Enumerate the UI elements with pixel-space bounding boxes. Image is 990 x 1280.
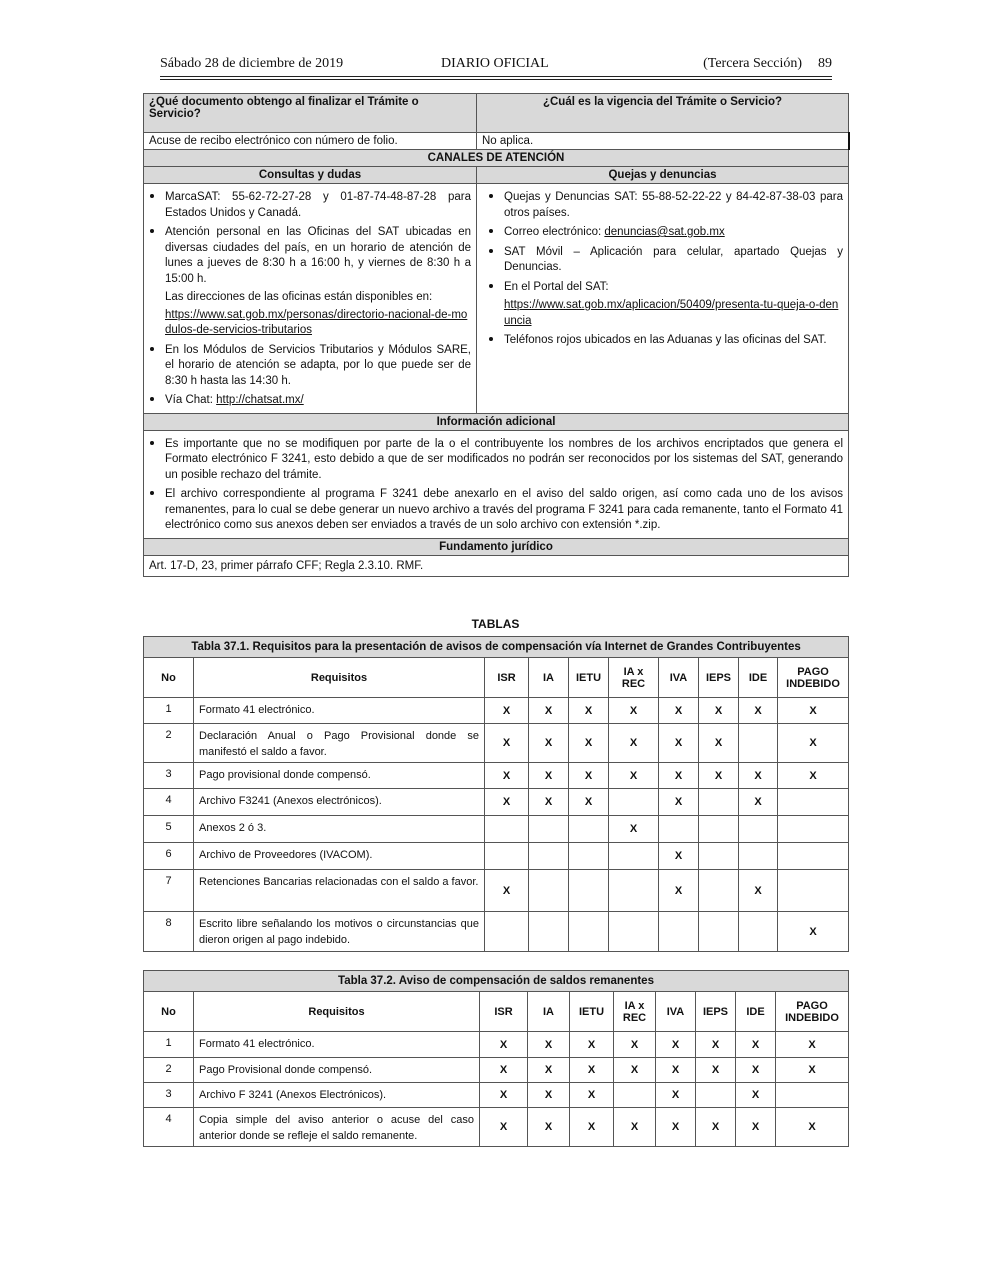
consultas-cell [144, 184, 477, 414]
mark-iarec: X [609, 763, 659, 789]
col-ieps: IEPS [696, 992, 736, 1032]
mark-ia [529, 843, 569, 870]
mark-isr: X [485, 870, 529, 912]
col-isr: ISR [485, 658, 529, 698]
answers-row [144, 133, 849, 150]
col-ietu: IETU [569, 658, 609, 698]
mark-ide: X [736, 1058, 776, 1083]
table-header-row [144, 992, 849, 1032]
mark-ieps: X [696, 1058, 736, 1083]
mark-ide [739, 724, 778, 763]
col-iva: IVA [659, 658, 699, 698]
mark-ietu: X [569, 789, 609, 816]
mark-iva: X [656, 1058, 696, 1083]
table-row [144, 912, 849, 952]
portal-label: • En el Portal del SAT: [504, 280, 609, 293]
mark-ide: X [739, 698, 778, 724]
quejas-cell [477, 184, 849, 414]
list-item: • Teléfonos rojos ubicados en las Aduanas y las oficinas del SAT. [504, 331, 843, 349]
requirement-text: Anexos 2 ó 3. [194, 816, 485, 843]
row-number: 5 [144, 816, 194, 843]
mark-pago [778, 843, 849, 870]
mark-ietu: X [570, 1083, 614, 1108]
mark-isr: X [480, 1083, 528, 1108]
chat-label: Vía Chat: [165, 394, 217, 406]
mark-pago: X [778, 912, 849, 952]
consultas-offices-note: Las direcciones de las oficinas están disponibles en: [165, 291, 433, 303]
mark-iarec [614, 1083, 656, 1108]
question-validity: ¿Cuál es la vigencia del Trámite o Servicio? [477, 94, 849, 133]
mark-ietu [569, 912, 609, 952]
table-header-row [144, 658, 849, 698]
mark-pago: X [776, 1108, 849, 1147]
mark-iarec [609, 870, 659, 912]
mark-ietu: X [570, 1108, 614, 1147]
mark-ide [739, 843, 778, 870]
mark-ietu: X [570, 1058, 614, 1083]
mark-isr: X [480, 1058, 528, 1083]
row-number: 3 [144, 1083, 194, 1108]
mark-ia: X [529, 698, 569, 724]
row-number: 7 [144, 870, 194, 912]
page-header [160, 56, 832, 76]
mark-ide [739, 816, 778, 843]
quejas-list [482, 188, 843, 349]
mark-ia [529, 870, 569, 912]
consultas-offices-text: • Atención personal en las Oficinas del SAT ubicadas en diversas ciudades del país, en un horario de atención de lunes a jueves de 8:30 h a 16:00 h, y viernes de 8:30 h a 15:00 h. [165, 226, 471, 285]
page-number: 89 [818, 56, 832, 71]
table-row [144, 843, 849, 870]
chat-link[interactable]: http://chatsat.mx/ [216, 394, 304, 406]
mark-ieps [699, 870, 739, 912]
table-row [144, 816, 849, 843]
mark-ieps: X [696, 1108, 736, 1147]
col-isr: ISR [480, 992, 528, 1032]
col-pago-indebido: PAGO INDEBIDO [776, 992, 849, 1032]
mark-pago: X [778, 763, 849, 789]
list-item [165, 223, 471, 339]
mark-iva: X [659, 698, 699, 724]
col-requisitos: Requisitos [194, 658, 485, 698]
mark-pago [776, 1083, 849, 1108]
answer-document: Acuse de recibo electrónico con número de folio. [144, 133, 477, 150]
row-number: 6 [144, 843, 194, 870]
mark-ide: X [736, 1108, 776, 1147]
procedure-info-table [143, 93, 850, 577]
col-no: No [144, 658, 194, 698]
mark-ide: X [736, 1083, 776, 1108]
mark-pago: X [778, 724, 849, 763]
requirements-table-37-1 [143, 636, 849, 952]
mark-iva: X [659, 763, 699, 789]
mark-iva [659, 816, 699, 843]
col-ide: IDE [736, 992, 776, 1032]
mark-isr: X [485, 763, 529, 789]
mark-iarec [609, 843, 659, 870]
table-row [144, 789, 849, 816]
requirement-text: Escrito libre señalando los motivos o circunstancias que dieron origen al pago indebido. [194, 912, 485, 952]
table-row [144, 763, 849, 789]
mark-isr: X [485, 698, 529, 724]
col-ia-x-rec: IA x REC [614, 992, 656, 1032]
requirement-text: Pago Provisional donde compensó. [194, 1058, 480, 1083]
mark-pago: X [776, 1058, 849, 1083]
row-number: 4 [144, 1108, 194, 1147]
table-row [144, 1083, 849, 1108]
complaint-portal-link[interactable]: https://www.sat.gob.mx/aplicacion/50409/presenta-tu-queja-o-denuncia [504, 299, 839, 327]
mark-ietu [569, 816, 609, 843]
row-number: 4 [144, 789, 194, 816]
mark-ieps: X [699, 763, 739, 789]
mark-ia: X [528, 1032, 570, 1058]
list-item [504, 278, 843, 330]
table-row [144, 870, 849, 912]
table-row [144, 1058, 849, 1083]
question-document: ¿Qué documento obtengo al finalizar el Trámite o Servicio? [144, 94, 477, 133]
mark-ia: X [528, 1083, 570, 1108]
mark-ia: X [529, 763, 569, 789]
requirement-text: Archivo F3241 (Anexos electrónicos). [194, 789, 485, 816]
mark-ieps [699, 789, 739, 816]
row-number: 2 [144, 1058, 194, 1083]
consultas-list [149, 188, 471, 409]
col-ide: IDE [739, 658, 778, 698]
consultas-heading: Consultas y dudas [144, 167, 477, 184]
mark-isr [485, 843, 529, 870]
table-row [144, 1032, 849, 1058]
list-item [504, 223, 843, 241]
mark-isr [485, 912, 529, 952]
col-ietu: IETU [570, 992, 614, 1032]
mark-iarec: X [614, 1108, 656, 1147]
requirement-text: Archivo de Proveedores (IVACOM). [194, 843, 485, 870]
mark-iarec: X [614, 1058, 656, 1083]
mark-ieps: X [699, 724, 739, 763]
mark-ieps [699, 912, 739, 952]
mark-ia: X [529, 724, 569, 763]
list-item [165, 391, 471, 409]
table-37-2-title: Tabla 37.2. Aviso de compensación de saldos remanentes [144, 971, 849, 992]
header-date: Sábado 28 de diciembre de 2019 [160, 56, 344, 71]
list-item: • En los Módulos de Servicios Tributarios y Módulos SARE, el horario de atención se adapta, por lo que puede ser de 8:30 h hasta las 14:30 h. [165, 341, 471, 390]
col-ia-x-rec: IA x REC [609, 658, 659, 698]
mark-iarec: X [609, 816, 659, 843]
requirement-text: Retenciones Bancarias relacionadas con el saldo a favor. [194, 870, 485, 912]
mark-ide: X [739, 789, 778, 816]
mark-ia [529, 912, 569, 952]
row-number: 1 [144, 1032, 194, 1058]
mark-isr: X [485, 789, 529, 816]
mark-pago [778, 816, 849, 843]
mark-ia: X [528, 1058, 570, 1083]
col-ia: IA [529, 658, 569, 698]
list-item: • SAT Móvil – Aplicación para celular, apartado Quejas y Denuncias. [504, 243, 843, 276]
mark-ia [529, 816, 569, 843]
mark-ide: X [736, 1032, 776, 1058]
quejas-heading: Quejas y denuncias [477, 167, 849, 184]
mark-ide [739, 912, 778, 952]
col-pago-indebido: PAGO INDEBIDO [778, 658, 849, 698]
mark-ide: X [739, 763, 778, 789]
row-number: 3 [144, 763, 194, 789]
mark-iarec: X [609, 724, 659, 763]
mark-iva: X [659, 843, 699, 870]
table-row [144, 1108, 849, 1147]
requirement-text: Copia simple del aviso anterior o acuse del caso anterior donde se refleje el saldo remanente. [194, 1108, 480, 1147]
col-ieps: IEPS [699, 658, 739, 698]
mark-iarec [609, 912, 659, 952]
mark-pago: X [776, 1032, 849, 1058]
col-iva: IVA [656, 992, 696, 1032]
list-item: • Es importante que no se modifiquen por parte de la o el contribuyente los nombres de los archivos encriptados que genera el Formato electrónico F 3241, esto debido a que de ser modificados no podrán ser reconocidos por los sistemas del SAT, generando un posible rechazo del trámite. [165, 435, 843, 484]
requirement-text: Formato 41 electrónico. [194, 698, 485, 724]
offices-directory-link[interactable]: https://www.sat.gob.mx/personas/directorio-nacional-de-modulos-de-servicios-tributarios [165, 308, 468, 336]
mark-ieps: X [696, 1032, 736, 1058]
mark-iarec: X [609, 698, 659, 724]
row-number: 8 [144, 912, 194, 952]
mark-iva: X [659, 870, 699, 912]
mark-ietu [569, 870, 609, 912]
mark-ietu [569, 843, 609, 870]
row-number: 2 [144, 724, 194, 763]
tables-heading: TABLAS [471, 617, 520, 631]
mark-pago: X [778, 698, 849, 724]
mark-ietu: X [569, 763, 609, 789]
header-rule-double [160, 79, 832, 80]
email-link[interactable]: denuncias@sat.gob.mx [604, 226, 725, 238]
mark-iva: X [659, 789, 699, 816]
mark-ieps [699, 843, 739, 870]
mark-ieps [699, 816, 739, 843]
header-publication: DIARIO OFICIAL [441, 56, 549, 71]
mark-pago [778, 870, 849, 912]
list-item: • El archivo correspondiente al programa F 3241 debe anexarlo en el aviso del saldo origen, así como cada uno de los avisos remanentes, para lo cual se debe generar un nuevo archivo a través del programa F 3241 para cada remanente, tanto el Formato 41 electrónico como sus anexos deben ser enviados a través de un solo archivo con extensión *.zip. [165, 485, 843, 534]
info-list [149, 435, 843, 534]
mark-iva: X [656, 1032, 696, 1058]
requirement-text: Declaración Anual o Pago Provisional donde se manifestó el saldo a favor. [194, 724, 485, 763]
mark-iva [659, 912, 699, 952]
mark-iarec [609, 789, 659, 816]
row-number: 1 [144, 698, 194, 724]
mark-ieps: X [699, 698, 739, 724]
mark-iva: X [659, 724, 699, 763]
info-cell [144, 430, 849, 538]
mark-iarec: X [614, 1032, 656, 1058]
channels-subheadings [144, 167, 849, 184]
col-ia: IA [528, 992, 570, 1032]
table-37-1-title: Tabla 37.1. Requisitos para la presentación de avisos de compensación vía Internet de Grandes Contribuyentes [144, 637, 849, 658]
requirements-table-37-2 [143, 970, 849, 1147]
channels-heading: CANALES DE ATENCIÓN [144, 150, 849, 167]
mark-ia: X [528, 1108, 570, 1147]
mark-isr: X [485, 724, 529, 763]
header-section [703, 56, 832, 72]
mark-ietu: X [570, 1032, 614, 1058]
mark-iva: X [656, 1108, 696, 1147]
legal-text: Art. 17-D, 23, primer párrafo CFF; Regla 2.3.10. RMF. [144, 555, 849, 576]
info-heading: Información adicional [144, 413, 849, 430]
mark-isr: X [480, 1108, 528, 1147]
mark-ia: X [529, 789, 569, 816]
mark-isr: X [480, 1032, 528, 1058]
mark-pago [778, 789, 849, 816]
list-item: • Quejas y Denuncias SAT: 55-88-52-22-22 y 84-42-87-38-03 para otros países. [504, 188, 843, 221]
header-rule [160, 76, 832, 77]
answer-validity: No aplica. [477, 133, 849, 150]
col-no: No [144, 992, 194, 1032]
list-item: • MarcaSAT: 55-62-72-27-28 y 01-87-74-48-87-28 para Estados Unidos y Canadá. [165, 188, 471, 221]
col-requisitos: Requisitos [194, 992, 480, 1032]
mark-ietu: X [569, 724, 609, 763]
requirement-text: Archivo F 3241 (Anexos Electrónicos). [194, 1083, 480, 1108]
mark-isr [485, 816, 529, 843]
mark-iva: X [656, 1083, 696, 1108]
header-section-label: (Tercera Sección) [703, 56, 802, 71]
requirement-text: Formato 41 electrónico. [194, 1032, 480, 1058]
channels-content [144, 184, 849, 414]
mark-ietu: X [569, 698, 609, 724]
mark-ieps [696, 1083, 736, 1108]
table-row [144, 698, 849, 724]
requirement-text: Pago provisional donde compensó. [194, 763, 485, 789]
mark-ide: X [739, 870, 778, 912]
table-row [144, 724, 849, 763]
legal-heading: Fundamento jurídico [144, 538, 849, 555]
email-label: Correo electrónico: [504, 226, 605, 238]
questions-row [144, 94, 849, 133]
